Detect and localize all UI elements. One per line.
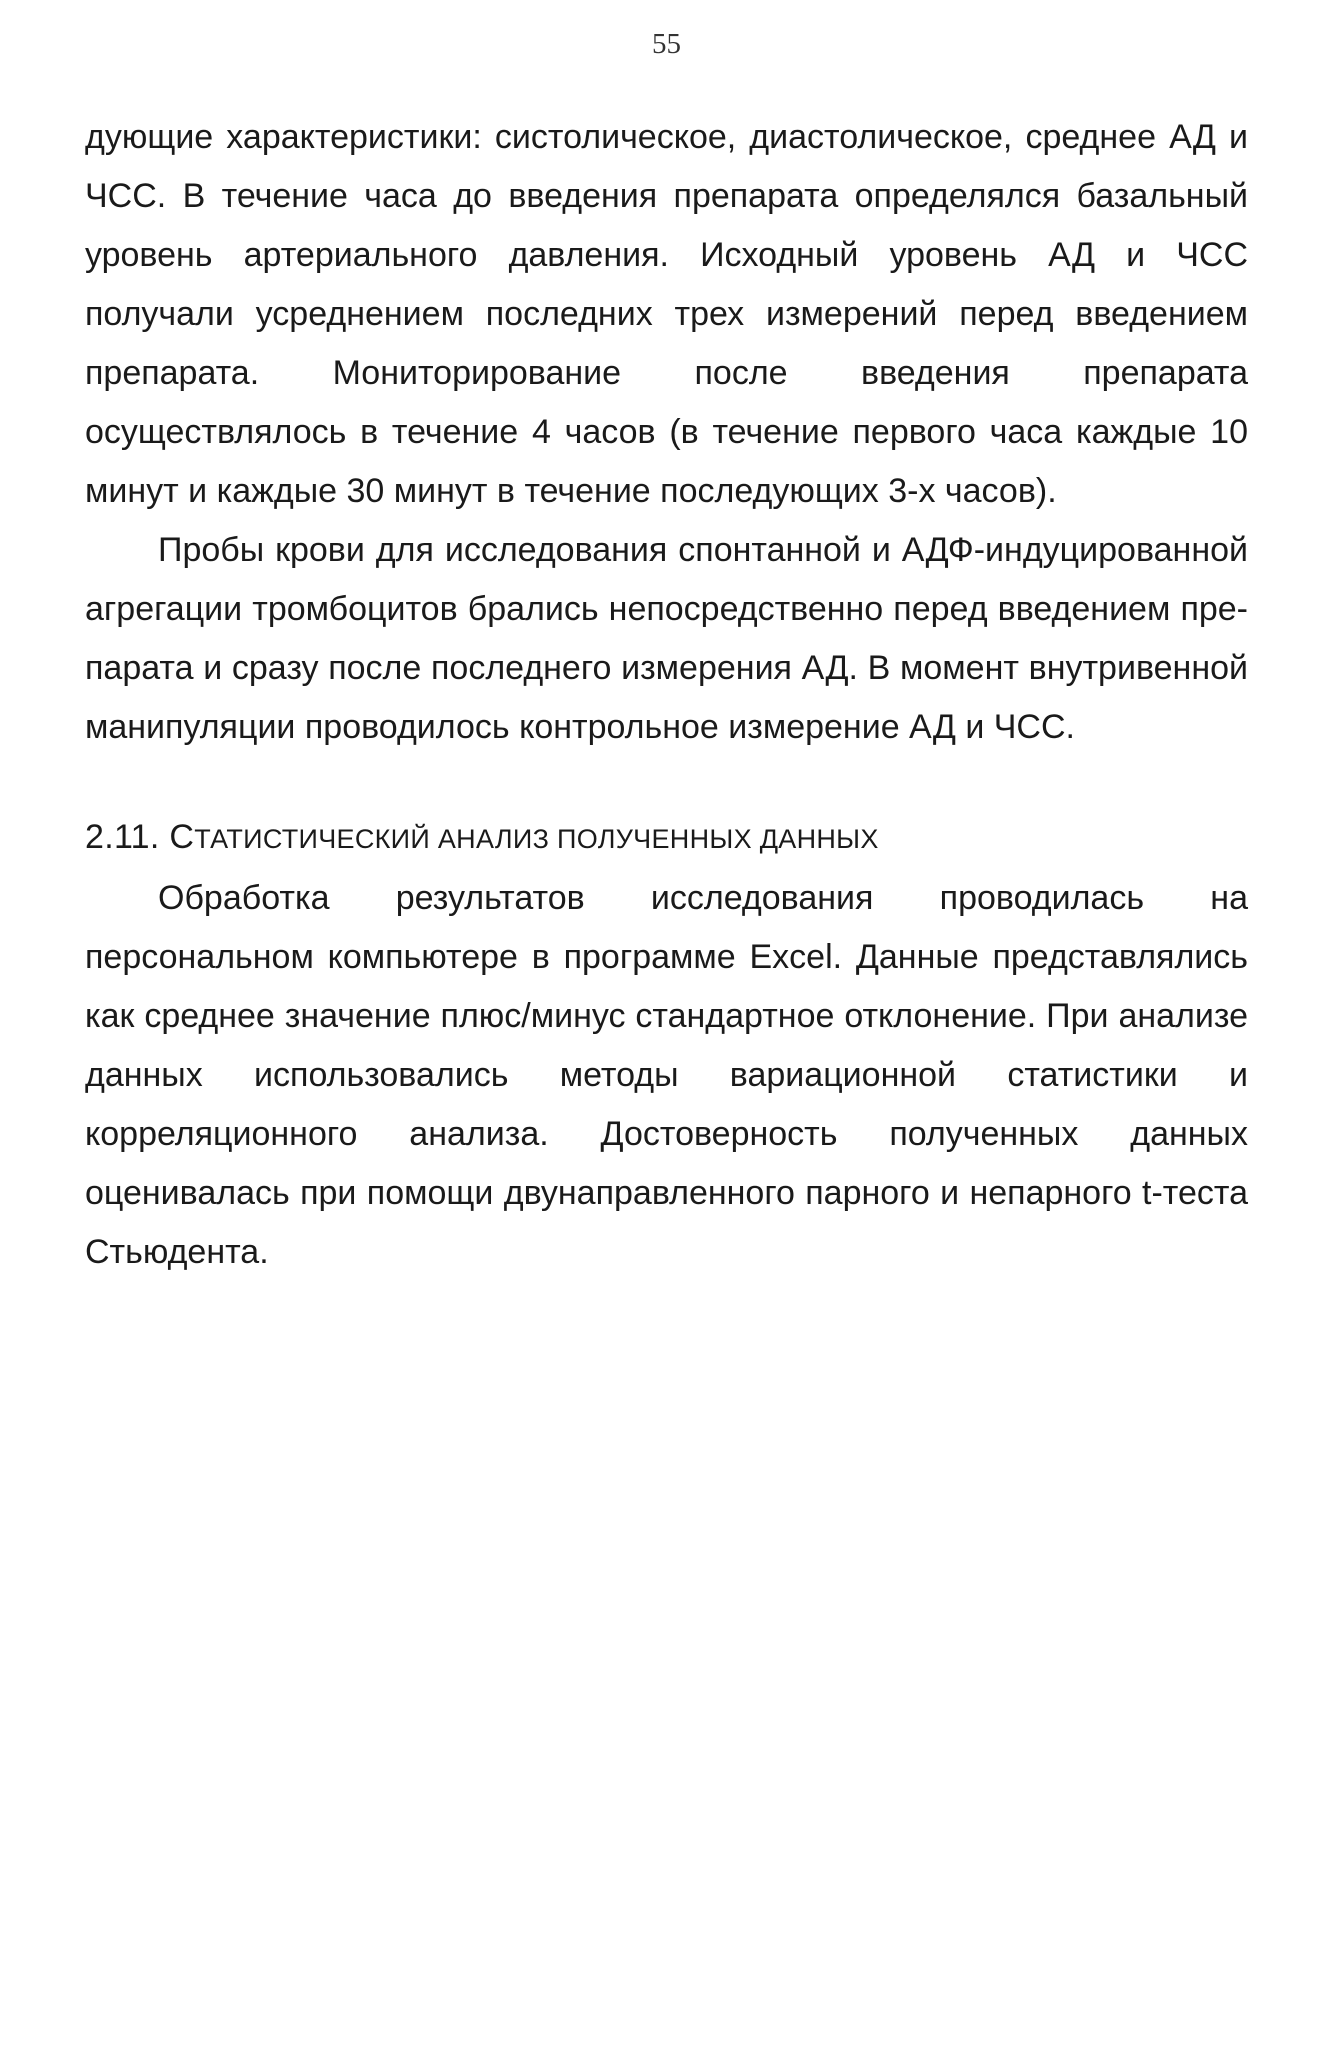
section-number: 2.11.	[85, 818, 160, 856]
paragraph-blood-samples: Пробы крови для исследования спонтанной и АДФ-индуцированной агрегации тромбоцитов брались непосредственно перед введением препарата и сразу после последнего измерения АД. В момент внутривенной манипуляции проводилось контрольное измерение АД и ЧСС.	[85, 531, 1248, 746]
page-number: 55	[652, 28, 681, 60]
document-body	[85, 108, 1248, 1282]
paragraph-continued: дующие характеристики: систолическое, диастолическое, среднее АД и ЧСС. В течение часа до введения препарата определялся базальный уровень артериального давления. Исходный уровень АД и ЧСС получали усреднением последних трех измерений перед введением препарата. Мониторирование после введения препарата осуществлялось в течение 4 часов (в течение первого часа каждые 10 минут и каждые 30 минут в течение последующих 3-х часов).	[85, 118, 1248, 510]
section-title-rest: ТАТИСТИЧЕСКИЙ АНАЛИЗ ПОЛУЧЕННЫХ ДАННЫХ	[194, 824, 879, 854]
section-heading	[85, 808, 1248, 869]
section-title-initial: С	[169, 818, 195, 856]
paragraph-statistics: Обработка результатов исследования проводилась на персональном компьютере в программе Excel. Данные представлялись как среднее значение плюс/минус стандартное отклонение. При анализе данных использовались методы вариационной статистики и корреляционного анализа. Достоверность полученных данных оценивалась при помощи двунаправленного парного и непарного t-теста Стьюдента.	[85, 879, 1248, 1271]
